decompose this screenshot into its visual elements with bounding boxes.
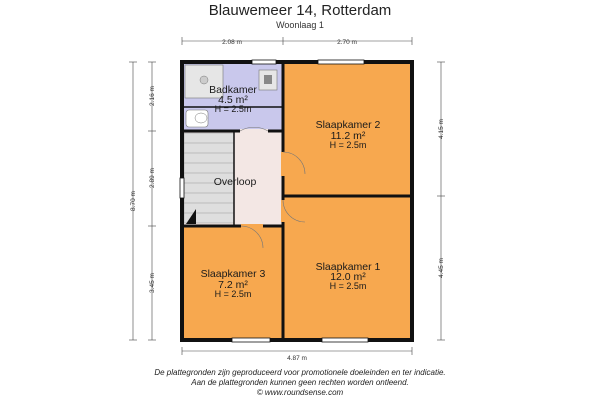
area-slaapkamer-3: 7.2 m²	[218, 279, 248, 291]
height-slaapkamer-3: H = 2.5m	[214, 289, 252, 299]
disclaimer-line-1: De plattegronden zijn geproduceerd voor promotionele doeleinden en ter indicatie.	[154, 368, 446, 377]
dim-top-right: 2.70 m	[337, 39, 357, 46]
plan-title: Blauwemeer 14, Rotterdam	[208, 2, 392, 19]
label-slaapkamer-1: Slaapkamer 1	[315, 261, 381, 273]
dim-left-seg3: 3.45 m	[149, 273, 156, 293]
dim-left-seg1: 2.16 m	[149, 86, 156, 106]
label-overloop: Overloop	[213, 176, 257, 188]
dim-top-left: 2.08 m	[222, 39, 242, 46]
copyright: © www.roundsense.com	[256, 388, 344, 397]
disclaimer-line-2: Aan de plattegronden kunnen geen rechten worden ontleend.	[191, 378, 409, 387]
dim-right-seg2: 4.45 m	[438, 258, 445, 278]
dim-left-seg2: 2.89 m	[149, 168, 156, 188]
dim-bottom: 4.87 m	[287, 355, 307, 362]
height-slaapkamer-1: H = 2.5m	[329, 281, 367, 291]
height-badkamer: H = 2.5m	[214, 104, 252, 114]
area-badkamer: 4.5 m²	[218, 94, 248, 106]
area-slaapkamer-1: 12.0 m²	[330, 271, 366, 283]
label-slaapkamer-2: Slaapkamer 2	[315, 119, 381, 131]
dim-right-seg1: 4.15 m	[438, 119, 445, 139]
label-badkamer: Badkamer	[209, 84, 257, 96]
area-slaapkamer-2: 11.2 m²	[330, 130, 366, 142]
dim-left-total: 8.70 m	[130, 191, 137, 211]
label-slaapkamer-3: Slaapkamer 3	[200, 268, 266, 280]
height-slaapkamer-2: H = 2.5m	[329, 140, 367, 150]
floor-label: Woonlaag 1	[276, 20, 324, 30]
